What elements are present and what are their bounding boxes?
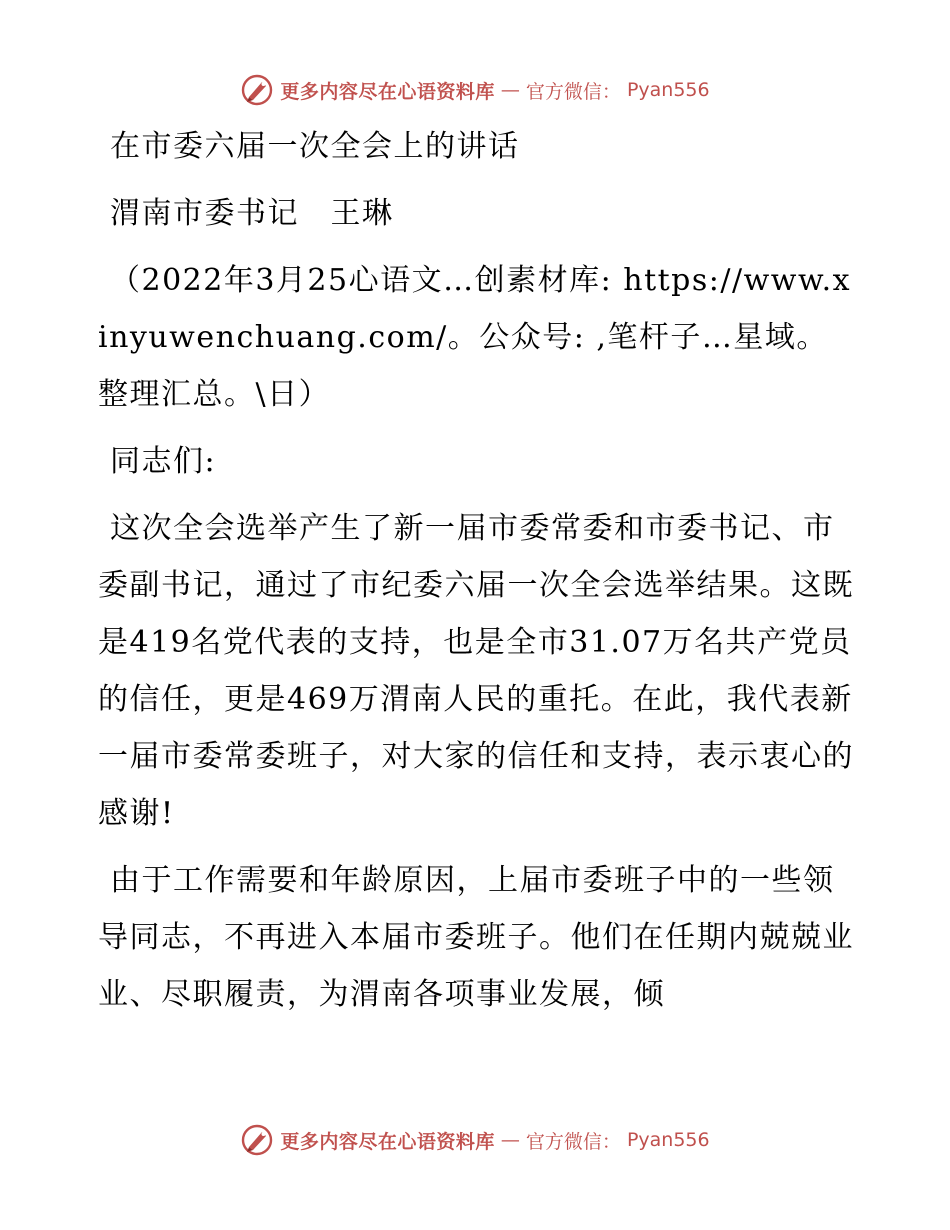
document-date-note: （2022年3月25心语文…创素材库: https://www.xinyuwenchuang.com/。公众号: ,笔杆子…星域。整理汇总。\日） — [98, 263, 852, 412]
banner-wechat-id: Pyan556 — [626, 79, 710, 101]
banner-wechat-label: 官方微信： — [525, 80, 621, 103]
document-paragraph: 由于工作需要和年龄原因，上届市委班子中的一些领导同志，不再进入本届市委班子。他们在任期内兢兢业业、尽职履责，为渭南各项事业发展，倾 — [98, 863, 854, 1012]
banner-separator: — — [500, 1129, 520, 1151]
header-watermark-banner — [0, 70, 950, 110]
document-paragraph: 这次全会选举产生了新一届市委常委和市委书记、市委副书记，通过了市纪委六届一次全会选举结果。这既是419名党代表的支持，也是全市31.07万名共产党员的信任，更是469万渭南人民的重托。在此，我代表新一届市委常委班子，对大家的信任和支持，表示衷心的感谢! — [98, 511, 854, 831]
pen-nib-circle-icon — [240, 1123, 274, 1157]
banner-text: 更多内容尽在心语资料库 — [280, 1130, 495, 1153]
banner-text: 更多内容尽在心语资料库 — [280, 80, 495, 103]
pen-nib-circle-icon — [240, 73, 274, 107]
document-author: 渭南市委书记 王琳 — [110, 196, 394, 231]
banner-separator: — — [500, 79, 520, 101]
banner-wechat-label: 官方微信： — [525, 1130, 621, 1153]
document-title: 在市委六届一次全会上的讲话 — [110, 129, 520, 164]
document-salutation: 同志们: — [110, 444, 217, 479]
footer-watermark-banner — [0, 1120, 950, 1160]
banner-wechat-id: Pyan556 — [626, 1129, 710, 1151]
document-body — [98, 118, 858, 1023]
